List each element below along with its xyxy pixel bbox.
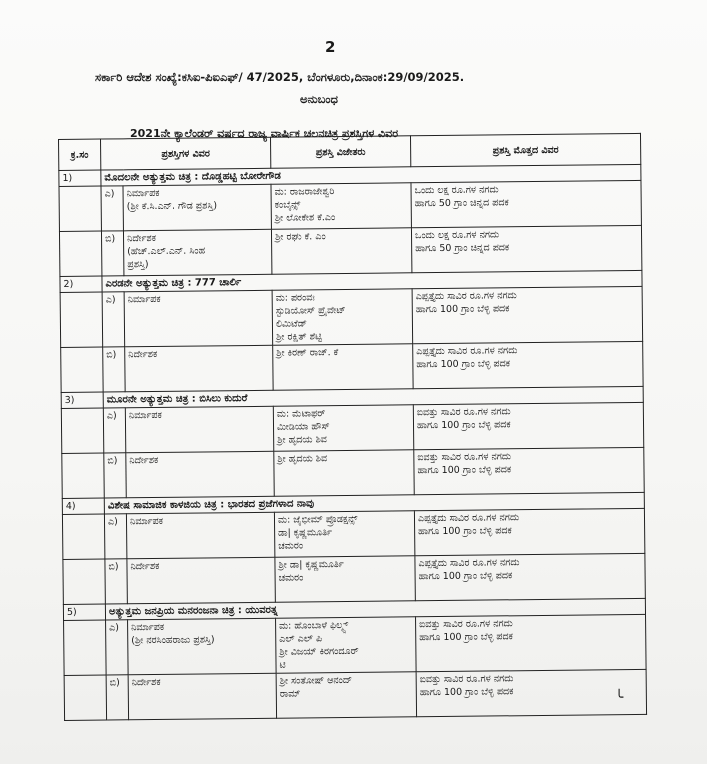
table-row [60,286,643,347]
award-role [125,345,273,392]
award-amount [414,508,644,555]
award-role-line: ನಿರ್ಮಾಪಕ [126,187,160,200]
award-winner-line: ಶ್ರೀ ಸಂತೋಷ್ ಆನಂದ್ [279,674,353,687]
award-winner-line: ಚಮರಂ [278,572,304,584]
award-winner-line: ಶ್ರೀ ಹೃದಯ ಶಿವ [277,434,327,446]
award-amount-line: ಎಪ್ಪತ್ತೈದು ಸಾವಿರ ರೂ.ಗಳ ನಗದು [416,345,518,358]
serial-cell-blank [59,231,101,276]
award-amount [413,402,643,449]
award-role-line: ನಿರ್ದೇಶಕ [130,560,160,573]
award-winner-line: ಶ್ರೀ ಕಿರಣ್ ರಾಜ್. ಕೆ [276,347,339,359]
table-row [62,508,644,559]
sub-item-letter: ಬಿ) [103,347,125,392]
pen-mark: ╰ [615,690,624,706]
award-winner-line: ಶ್ರೀ ಹೃದಯ ಶಿವ [277,453,328,465]
award-amount-line: ಹಾಗೂ 100 ಗ್ರಾಂ ಬೆಳ್ಳಿ ಪದಕ [415,303,510,316]
awards-table [58,133,647,721]
award-role-line: ನಿರ್ದೇಶಕ [131,676,161,689]
award-winner [276,617,417,673]
award-amount-line: ಒಂದು ಲಕ್ಷ ರೂ.ಗಳ ನಗದು [414,229,500,242]
serial-cell-blank [60,292,103,347]
section-title: ಮೂರನೇ ಅತ್ಯುತ್ತಮ ಚಿತ್ರ : ಬಿಸಿಲು ಕುದುರೆ [103,386,643,408]
award-role [127,557,275,604]
serial-cell-blank [63,559,105,604]
serial-cell-blank [64,675,106,720]
table-body [59,164,647,720]
section-title: ಮೊದಲನೇ ಅತ್ಯುತ್ತಮ ಚಿತ್ರ : ದೊಡ್ಡಹಟ್ಟಿ ಬೋರೇಗೌಡ [101,164,641,186]
document-title: 2021ನೇ ಕ್ಯಾಲೆಂಡರ್ ವರ್ಷದ ರಾಜ್ಯ ವಾರ್ಷಿಕ ಚಲನಚಿತ್ರ ಪ್ರಶಸ್ತಿಗಳ ವಿವರ [130,127,399,140]
award-role-line: ನಿರ್ದೇಶಕ [126,232,157,245]
award-winner-line: ಮ: ಪರಂವಃ [275,292,315,304]
award-amount-line: ಹಾಗೂ 50 ಗ್ರಾಂ ಚಿನ್ನದ ಪದಕ [415,242,510,255]
sub-item-letter: ಬಿ) [105,559,127,604]
serial-cell-blank [64,620,107,675]
award-amount [416,669,646,716]
sub-item-letter: ಬಿ) [101,231,123,276]
sub-item-letter: ಎ) [104,514,126,559]
annexure-label: ಅನುಬಂಧ [300,92,338,106]
award-amount-line: ಐವತ್ತು ಸಾವಿರ ರೂ.ಗಳ ನಗದು [419,618,513,631]
section-number: 2) [60,276,102,292]
serial-cell-blank [62,453,104,498]
table-row [59,180,641,231]
award-winner [272,289,413,345]
section-title: ಎರಡನೇ ಅತ್ಯುತ್ತಮ ಚಿತ್ರ : 777 ಚಾರ್ಲಿ [102,270,642,292]
award-role [128,618,277,675]
award-role [124,290,273,347]
award-amount [415,553,645,600]
section-title: ವಿಶೇಷ ಸಾಮಾಜಿಕ ಕಾಳಜಿಯ ಚಿತ್ರ : ಭಾರತದ ಪ್ರಜೆಗಳಾದ ನಾವು [104,492,644,514]
section-number: 5) [63,604,105,620]
award-winner-line: ಮ: ಜೈಭೀಮ್ ಪ್ರೊಡಕ್ಷನ್ಸ್ [277,513,358,526]
award-winner-line: ಟಿ [279,659,286,671]
award-role-line: ನಿರ್ದೇಶಕ [129,454,159,467]
sub-item-letter: ಎ) [103,408,125,453]
table-row [64,669,646,720]
award-winner-line: ಶ್ರೀ ರಘು ಕೆ. ಎಂ [274,231,326,243]
award-amount [411,180,641,227]
serial-cell-blank [61,347,103,392]
sub-item-letter: ಬಿ) [106,675,128,720]
serial-cell-blank [62,514,104,559]
award-winner-line: ಶ್ರೀ ಲೋಕೇಶ ಕೆ.ಎಂ [274,212,336,224]
award-role-line: (ಹೆಚ್.ಎಲ್.ಎನ್. ಸಿಂಹ [127,245,206,258]
award-winner-line: ಡಾ| ಕೃಷ್ಣಮೂರ್ತಿ [278,527,333,539]
award-winner-line: ಕಂಬೈನ್ಸ್ [274,199,301,211]
award-amount [414,447,644,494]
award-winner-line: ಎಲ್ ಎಲ್ ಪಿ [279,633,323,645]
award-role-line: ನಿರ್ಮಾಪಕ [129,515,164,528]
award-winner-line: ಚಮರಂ [278,540,304,552]
award-amount-line: ಎಪ್ಪತ್ತೈದು ಸಾವಿರ ರೂ.ಗಳ ನಗದು [415,290,517,303]
award-amount [412,286,643,343]
award-winner-line: ಮ: ಮೆಟಾಫರ್ [276,408,326,420]
award-role-line: ನಿರ್ಮಾಪಕ [128,409,162,422]
section-number: 1) [59,170,101,186]
header-amount: ಪ್ರಶಸ್ತಿ ಮೊತ್ತದ ವಿವರ [410,133,640,166]
award-amount-line: ಹಾಗೂ 100 ಗ್ರಾಂ ಬೆಳ್ಳಿ ಪದಕ [417,464,512,477]
award-winner [274,450,414,496]
header-winners: ಪ್ರಶಸ್ತಿ ವಿಜೇತರು [270,136,410,168]
award-amount [413,341,643,388]
sub-item-letter: ಬಿ) [104,453,126,498]
award-amount-line: ಐವತ್ತು ಸಾವಿರ ರೂ.ಗಳ ನಗದು [417,451,512,464]
award-amount-line: ಹಾಗೂ 100 ಗ್ರಾಂ ಬೆಳ್ಳಿ ಪದಕ [418,570,513,583]
award-winner [274,511,414,557]
award-winner [273,344,413,390]
sub-item-letter: ಎ) [106,620,129,675]
header-serial: ಕ್ರ.ಸಂ [59,139,101,170]
award-winner [271,228,411,274]
serial-cell-blank [61,408,103,453]
award-role-line: (ಶ್ರೀ ಕೆ.ಸಿ.ಎನ್. ಗೌಡ ಪ್ರಶಸ್ತಿ) [126,200,218,213]
table-row [62,447,644,498]
award-role-line: ನಿರ್ದೇಶಕ [128,348,158,361]
award-amount-line: ಹಾಗೂ 100 ಗ್ರಾಂ ಬೆಳ್ಳಿ ಪದಕ [416,358,511,371]
sub-item-letter: ಎ) [101,186,123,231]
award-winner-line: ಮ: ರಾಜರಾಜೇಶ್ವರಿ [274,186,335,198]
award-winner-line: ರಾಮ್ [279,688,301,700]
sub-item-letter: ಎ) [102,292,125,347]
award-amount [411,225,641,272]
award-role-line: ನಿರ್ಮಾಪಕ [127,293,161,306]
award-role [123,184,271,231]
award-amount-line: ಒಂದು ಲಕ್ಷ ರೂ.ಗಳ ನಗದು [414,184,499,197]
award-role-line: (ಶ್ರೀ ನರಸಿಂಹರಾಜು ಪ್ರಶಸ್ತಿ) [131,634,215,647]
award-winner-line: ಶ್ರೀ ರಕ್ಷಿತ್ ಶೆಟ್ಟಿ [276,331,323,343]
award-amount-line: ಹಾಗೂ 100 ಗ್ರಾಂ ಬೆಳ್ಳಿ ಪದಕ [418,525,512,538]
award-winner [275,556,415,602]
government-order-line: ಸರ್ಕಾರಿ ಆದೇಶ ಸಂಖ್ಯೆ:ಕಸಿಐ-ಪಿಐಎಫ್/ 47/2025, ಬೆಂಗಳೂರು,ದಿನಾಂಕ:29/09/2025. [95,70,465,84]
award-role-line: ಪ್ರಶಸ್ತಿ) [127,259,149,271]
award-role [126,512,274,559]
award-amount-line: ಹಾಗೂ 100 ಗ್ರಾಂ ಬೆಳ್ಳಿ ಪದಕ [419,686,514,699]
award-role [123,229,271,276]
section-number: 4) [62,498,104,514]
award-winner-line: ಮ: ಹೊಂಬಾಳೆ ಫಿಲ್ಮ್ಸ್ [279,619,349,632]
award-amount-line: ಎಪ್ಪತ್ತೈದು ಸಾವಿರ ರೂ.ಗಳ ನಗದು [418,557,520,570]
award-amount-line: ಹಾಗೂ 100 ಗ್ರಾಂ ಬೆಳ್ಳಿ ಪದಕ [416,419,511,432]
award-role [126,451,274,498]
award-winner-line: ಲಿಮಿಟೆಡ್ [275,318,307,330]
page-number: 2 [325,38,336,56]
award-amount [416,614,647,671]
award-winner-line: ಶ್ರೀ ವಿಜಯ್ ಕಿರಗಂದೂರ್ [279,645,359,658]
table-row [63,553,645,604]
table-row [61,402,643,453]
table-row [61,341,643,392]
section-number: 3) [61,392,103,408]
award-winner [271,183,411,229]
award-winner [273,405,413,451]
serial-cell-blank [59,186,101,231]
section-title: ಅತ್ಯುತ್ತಮ ಜನಪ್ರಿಯ ಮನರಂಜನಾ ಚಿತ್ರ : ಯುವರತ್ನ [105,598,645,620]
award-winner-line: ಮೀಡಿಯಾ ಹೌಸ್ [276,421,330,433]
award-winner-line: ಸ್ಟುಡಿಯೋಸ್ ಪ್ರೈವೇಟ್ [275,304,346,317]
header-award-details: ಪ್ರಶಸ್ತಿಗಳ ವಿವರ [101,137,271,170]
award-role [128,673,276,720]
award-amount-line: ಹಾಗೂ 50 ಗ್ರಾಂ ಚಿನ್ನದ ಪದಕ [414,197,509,210]
award-amount-line: ಹಾಗೂ 100 ಗ್ರಾಂ ಬೆಳ್ಳಿ ಪದಕ [419,631,513,644]
award-role [125,406,273,453]
award-amount-line: ಐವತ್ತು ಸಾವಿರ ರೂ.ಗಳ ನಗದು [416,406,511,419]
award-winner-line: ಶ್ರೀ ಡಾ| ಕೃಷ್ಣಮೂರ್ತಿ [278,559,344,571]
award-winner [276,672,416,718]
award-amount-line: ಐವತ್ತು ಸಾವಿರ ರೂ.ಗಳ ನಗದು [419,673,514,686]
award-role-line: ನಿರ್ಮಾಪಕ [131,621,165,634]
table-row [59,225,641,276]
award-amount-line: ಎಪ್ಪತ್ತೈದು ಸಾವಿರ ರೂ.ಗಳ ನಗದು [417,512,520,525]
table-row [64,614,647,675]
